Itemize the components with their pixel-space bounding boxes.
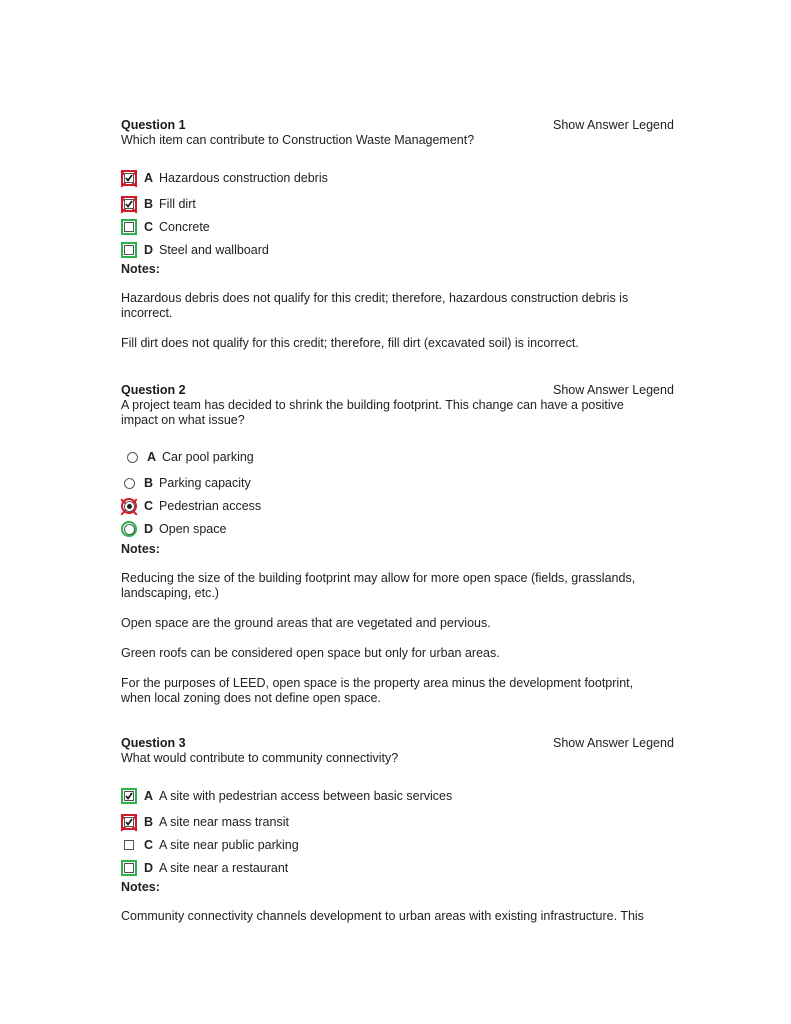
checkbox-checked[interactable] (124, 199, 134, 209)
correct-answer-marker (121, 242, 137, 258)
choice-c[interactable] (121, 835, 299, 855)
note-paragraph: Open space are the ground areas that are vegetated and pervious. (121, 616, 491, 630)
show-answer-legend-link[interactable]: Show Answer Legend (553, 383, 674, 397)
show-answer-legend-link[interactable]: Show Answer Legend (553, 118, 674, 132)
question-text: A project team has decided to shrink the building footprint. This change can have a positive impact on what issue? (121, 398, 624, 427)
choice-label: A site near mass transit (159, 814, 289, 829)
notes-label: Notes: (121, 880, 160, 894)
choice-label: Concrete (159, 219, 210, 234)
note-paragraph: Green roofs can be considered open space but only for urban areas. (121, 646, 500, 660)
checkbox-unchecked[interactable] (124, 863, 134, 873)
note-paragraph: Hazardous debris does not qualify for this credit; therefore, hazardous construction debris is incorrect. (121, 291, 629, 320)
choice-label: Hazardous construction debris (159, 170, 328, 185)
choice-letter: A (144, 788, 154, 803)
no-marker (121, 475, 137, 491)
radio-selected[interactable] (124, 501, 135, 512)
correct-answer-marker (121, 521, 137, 537)
note-paragraph: Reducing the size of the building footprint may allow for more open space (fields, grasslands, landscaping, etc.) (121, 571, 636, 600)
choice-b[interactable] (121, 473, 251, 493)
notes-label: Notes: (121, 542, 160, 556)
question-title: Question 3 (121, 736, 186, 750)
choice-letter: D (144, 860, 154, 875)
choice-letter: B (144, 814, 154, 829)
checkbox-unchecked[interactable] (124, 245, 134, 255)
choice-a[interactable] (121, 447, 254, 467)
checkbox-unchecked[interactable] (124, 222, 134, 232)
choice-label: Pedestrian access (159, 498, 262, 513)
no-marker (121, 837, 137, 853)
incorrect-answer-marker (121, 196, 137, 212)
choice-label: Open space (159, 521, 227, 536)
choice-letter: A (144, 170, 154, 185)
choice-letter: A (147, 449, 157, 464)
notes-label: Notes: (121, 262, 160, 276)
choice-d[interactable] (121, 858, 288, 878)
note-paragraph: For the purposes of LEED, open space is the property area minus the development footprint, when local zoning does not define open space. (121, 676, 634, 705)
radio-unselected[interactable] (124, 478, 135, 489)
choice-d[interactable] (121, 240, 269, 260)
choice-label: Steel and wallboard (159, 242, 269, 257)
correct-answer-marker (121, 788, 137, 804)
choice-letter: B (144, 196, 154, 211)
radio-unselected[interactable] (124, 524, 135, 535)
note-paragraph: Community connectivity channels development to urban areas with existing infrastructure. This (121, 909, 644, 923)
choice-label: A site near a restaurant (159, 860, 289, 875)
checkbox-checked[interactable] (124, 791, 134, 801)
checkbox-unchecked[interactable] (124, 840, 134, 850)
checkbox-checked[interactable] (124, 173, 134, 183)
correct-answer-marker (121, 219, 137, 235)
question-title: Question 1 (121, 118, 186, 132)
choice-letter: D (144, 521, 154, 536)
show-answer-legend-link[interactable]: Show Answer Legend (553, 736, 674, 750)
choice-label: A site near public parking (159, 837, 299, 852)
choice-letter: B (144, 475, 154, 490)
choice-c[interactable] (121, 217, 210, 237)
checkbox-checked[interactable] (124, 817, 134, 827)
choice-letter: C (144, 837, 154, 852)
choice-d[interactable] (121, 519, 226, 539)
no-marker (124, 449, 140, 465)
incorrect-answer-marker (121, 498, 137, 514)
choice-a[interactable] (121, 786, 452, 806)
choice-letter: D (144, 242, 154, 257)
radio-unselected[interactable] (127, 452, 138, 463)
question-text: Which item can contribute to Construction Waste Management? (121, 133, 475, 147)
choice-c[interactable] (121, 496, 261, 516)
choice-a[interactable] (121, 168, 328, 188)
choice-label: Fill dirt (159, 196, 196, 211)
question-title: Question 2 (121, 383, 186, 397)
choice-letter: C (144, 498, 154, 513)
question-text: What would contribute to community connectivity? (121, 751, 399, 765)
choice-letter: C (144, 219, 154, 234)
choice-label: A site with pedestrian access between basic services (159, 788, 453, 803)
incorrect-answer-marker (121, 814, 137, 830)
note-paragraph: Fill dirt does not qualify for this credit; therefore, fill dirt (excavated soil) is incorrect. (121, 336, 579, 350)
choice-b[interactable] (121, 194, 196, 214)
correct-answer-marker (121, 860, 137, 876)
incorrect-answer-marker (121, 170, 137, 186)
choice-label: Car pool parking (162, 449, 254, 464)
choice-label: Parking capacity (159, 475, 251, 490)
choice-b[interactable] (121, 812, 289, 832)
